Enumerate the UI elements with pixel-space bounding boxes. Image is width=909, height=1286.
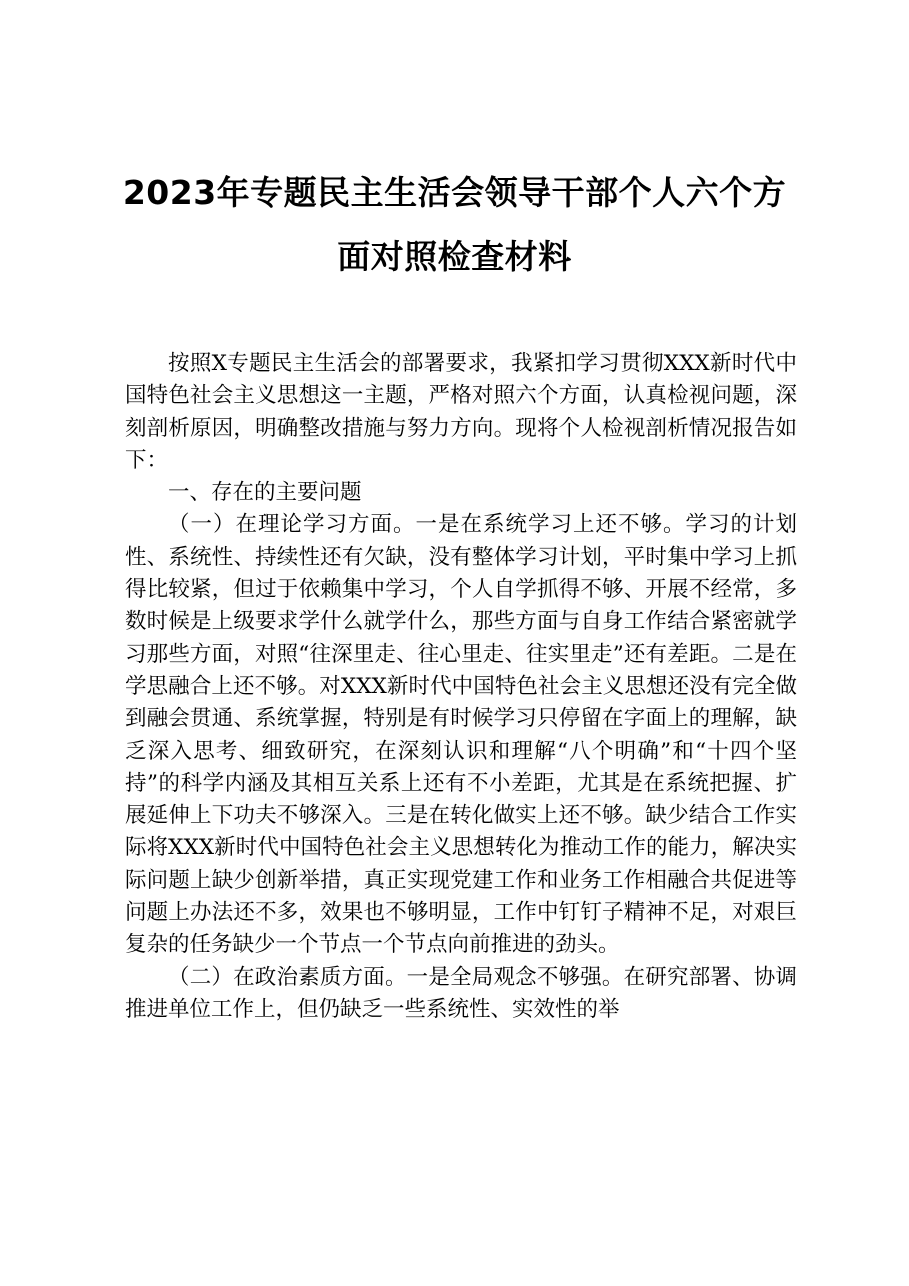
theory-study-paragraph: （一）在理论学习方面。一是在系统学习上还不够。学习的计划性、系统性、持续性还有欠缺，没有整体学习计划，平时集中学习上抓得比较紧，但过于依赖集中学习，个人自学抓得不够、开展不经常，多数时候是上级要求学什么就学什么，那些方面与自身工作结合紧密就学习那些方面，对照“往深里走、往心里走、往实里走”还有差距。二是在学思融合上还不够。对XXX新时代中国特色社会主义思想还没有完全做到融会贯通、系统掌握，特别是有时候学习只停留在字面上的理解，缺乏深入思考、细致研究，在深刻认识和理解“八个明确”和“十四个坚持”的科学内涵及其相互关系上还有不小差距，尤其是在系统把握、扩展延伸上下功夫不够深入。三是在转化做实上还不够。缺少结合工作实际将XXX新时代中国特色社会主义思想转化为推动工作的能力，解决实际问题上缺少创新举措，真正实现党建工作和业务工作相融合共促进等问题上办法还不多，效果也不够明显，工作中钉钉子精神不足，对艰巨复杂的任务缺少一个节点一个节点向前推进的劲头。	[125, 512, 797, 958]
section-heading: 一、存在的主要问题	[168, 480, 362, 506]
intro-paragraph: 按照X专题民主生活会的部署要求，我紧扣学习贯彻XXX新时代中国特色社会主义思想这一主题，严格对照六个方面，认真检视问题，深刻剖析原因，明确整改措施与努力方向。现将个人检视剖析情况报告如下：	[125, 351, 797, 473]
document-body	[125, 348, 797, 1026]
political-quality-paragraph: （二）在政治素质方面。一是全局观念不够强。在研究部署、协调推进单位工作上，但仍缺乏一些系统性、实效性的举	[125, 964, 797, 1022]
document-title-line-1: 2023年专题民主生活会领导干部个人六个方	[122, 173, 787, 212]
document-title-line-2: 面对照检查材料	[337, 237, 572, 276]
